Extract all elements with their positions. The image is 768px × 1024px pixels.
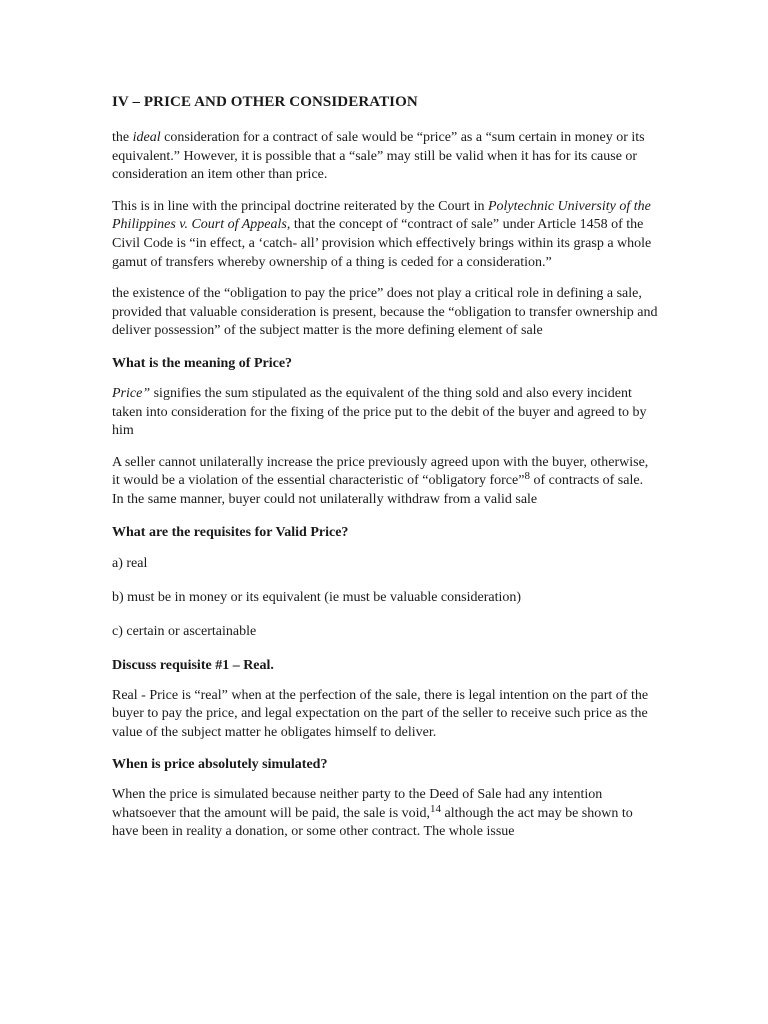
paragraph-obligation: the existence of the “obligation to pay the price” does not play a critical role in defining a sale, provided that valuable consideration is present, because the “obligation to transfer ownership and deliver possession” of the subject matter is the more defining element of sale — [112, 286, 658, 339]
document-page — [112, 92, 658, 855]
text-run: of contracts of sale. In the same manner, buyer could not unilaterally withdraw from a valid sale — [112, 473, 644, 507]
case-citation: Polytechnic University of the Philippines v. Court of Appeals — [112, 198, 651, 233]
requisite-item: c) certain or ascertainable — [112, 623, 257, 639]
question-requisites: What are the requisites for Valid Price? — [112, 524, 349, 540]
question-meaning-of-price: What is the meaning of Price? — [112, 355, 293, 371]
text-run: signifies the sum stipulated as the equivalent of the thing sold and also every incident taken into consideration for the fixing of the price put to the debit of the buyer and agreed to by him — [112, 385, 647, 439]
question-requisite-real: Discuss requisite #1 – Real. — [112, 657, 274, 673]
requisite-item: b) must be in money or its equivalent (ie must be valuable consideration) — [112, 589, 522, 605]
text-run: , that the concept of “contract of sale” under Article 1458 of the Civil Code is “in effect, a ‘catch- all’ provision which effectively brings within its grasp a whole gamut of transfers whereby ownership of a thing is ceded for a consideration.” — [112, 217, 652, 270]
footnote-ref: 14 — [430, 802, 442, 815]
paragraph-doctrine — [112, 198, 658, 272]
paragraph-real-price: Real - Price is “real” when at the perfection of the sale, there is legal intention on the part of the buyer to pay the price, and legal expectation on the part of the seller to receive such price as the value of the subject matter he obligates himself to deliver. — [112, 687, 649, 740]
text-run: although the act may be shown to have been in reality a donation, or some other contract. The whole issue — [112, 805, 633, 840]
text-run: When the price is simulated because neither party to the Deed of Sale had any intention whatsoever that the amount will be paid, the sale is void, — [112, 787, 603, 821]
paragraph-price-definition — [112, 385, 658, 441]
text-run: the — [112, 130, 133, 145]
paragraph-unilateral-increase — [112, 454, 658, 510]
text-run: This is in line with the principal doctrine reiterated by the Court in — [112, 198, 488, 214]
text-run: consideration for a contract of sale would be “price” as a “sum certain in money or its equivalent.” However, it is possible that a “sale” may still be valid when it has for its cause or consideration an item other than price. — [112, 130, 645, 183]
question-absolutely-simulated: When is price absolutely simulated? — [112, 757, 328, 773]
section-title: IV – PRICE AND OTHER CONSIDERATION — [112, 94, 418, 110]
footnote-ref: 8 — [524, 470, 530, 483]
paragraph-simulated-price — [112, 786, 658, 842]
italic-term: Price” — [112, 385, 151, 401]
paragraph-ideal-consideration — [112, 129, 658, 185]
requisite-item: a) real — [112, 555, 148, 571]
italic-term: ideal — [132, 130, 161, 145]
text-run: A seller cannot unilaterally increase the price previously agreed upon with the buyer, otherwise, it would be a violation of the essential characteristic of “obligatory force” — [112, 454, 649, 489]
